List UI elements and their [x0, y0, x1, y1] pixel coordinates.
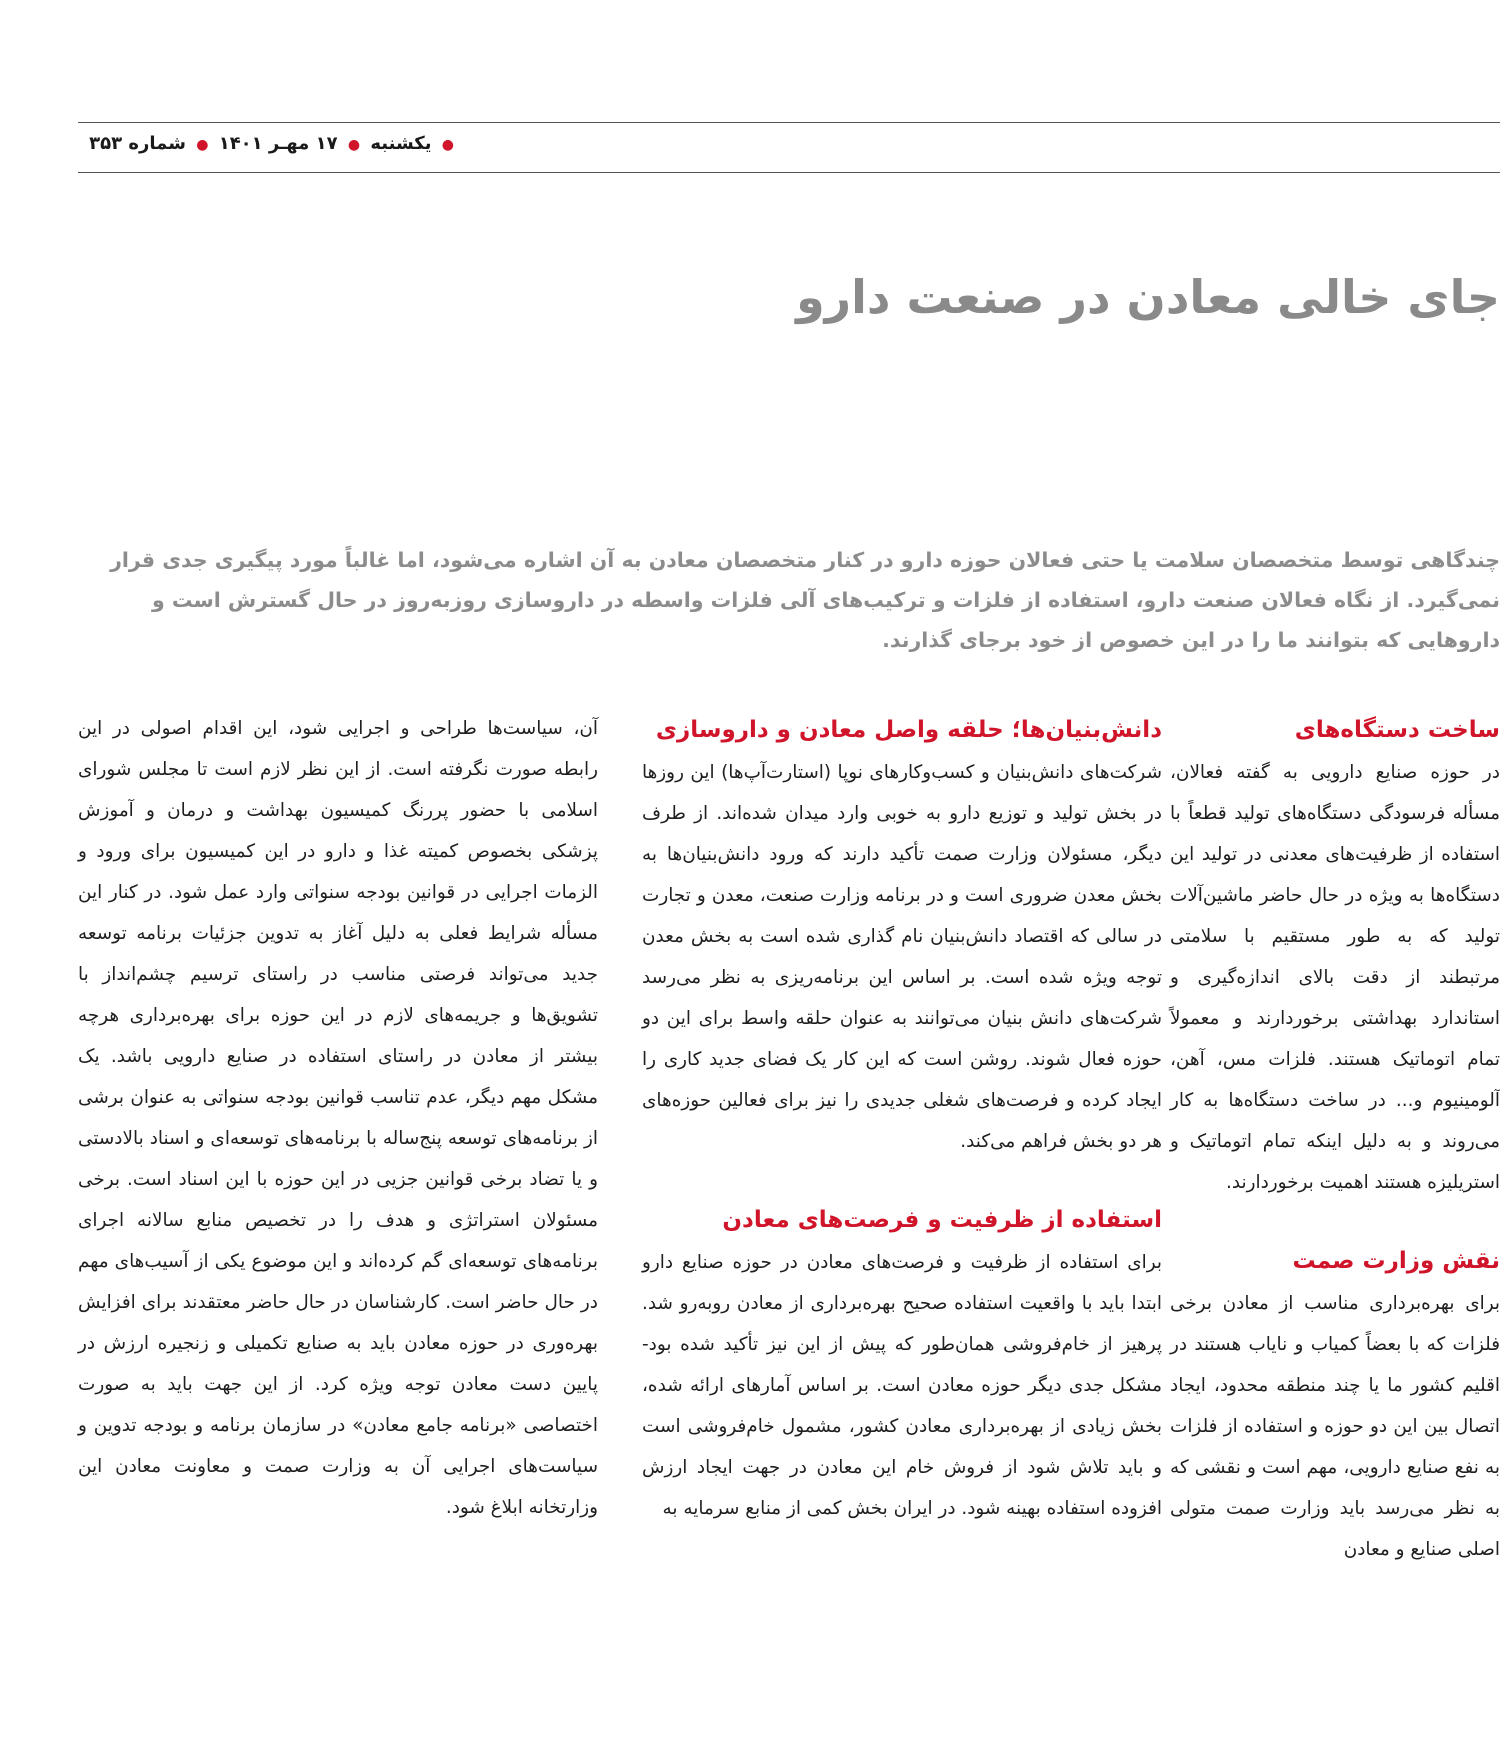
bullet-icon: ● [347, 137, 361, 153]
dateline-day: یکشنبه [370, 133, 432, 154]
middle-column-body-2: برای استفاده از ظرفیت و فرصت‌های معادن در حوزه صنایع دارو ابتدا باید با واقعیت استفاده صحیح بهره‌برداری از معادن روبه‌رو شد. پرهیز از خام‌فروشی همان‌طور که پیش از این نیز تأکید شده بود- مشکل جدی دیگر حوزه معادن است. بر اساس آمارهای ارائه شده، بخش زیادی از بهره‌برداری معادن کشور، مشمول خام‌فروشی است و باید تلاش شود از فروش خام این معادن در جهت ایجاد ارزش افزوده استفاده بهینه شود. در ایران بخش کمی از منابع سرمایه به [642, 1252, 1162, 1519]
page-title: جای خالی معادن در صنعت دارو [796, 270, 1500, 324]
right-column-heading-1: ساخت دستگاه‌های [1294, 717, 1500, 743]
right-column-body-2: برای بهره‌برداری مناسب از معادن برخی فلزات که با بعضاً کمیاب و نایاب هستند در اقلیم کشور ما یا چند منطقه محدود، ایجاد اتصال بین این دو حوزه و استفاده از فلزات به نفع صنایع دارویی، مهم است و نقشی که به نظر می‌رسد باید وزارت صمت متولی اصلی صنایع و معادن [1170, 1293, 1500, 1560]
bullet-icon: ● [196, 137, 209, 153]
right-column-body-1: در حوزه صنایع دارویی به گفته فعالان، مسأله فرسودگی دستگاه‌های تولید قطعاً با استفاده از ظرفیت‌های معدنی در تولید این دستگاه‌ها به ویژه در حال حاضر ماشین‌آلات تولید که به طور مستقیم با سلامتی مرتبطند از دقت بالای اندازه‌گیری و استاندارد بهداشتی برخوردارند و معمولاً تمام اتوماتیک هستند. فلزات مس، آهن، آلومینیوم و... در ساخت دستگاه‌ها به کار می‌روند و به دلیل اینکه تمام اتوماتیک و استریلیزه هستند اهمیت برخوردارند. [1170, 762, 1500, 1193]
middle-column-heading-2: استفاده از ظرفیت و فرصت‌های معادن [722, 1207, 1162, 1233]
left-column [78, 708, 598, 1744]
middle-column [642, 708, 1162, 1744]
lead-paragraph: چندگاهی توسط متخصصان سلامت یا حتی فعالان حوزه دارو در کنار متخصصان معادن به آن اشاره می‌شود، اما غالباً مورد پیگیری جدی قرار نمی‌گیرد. از نگاه فعالان صنعت دارو، استفاده از فلزات و ترکیب‌های آلی فلزات واسطه در داروسازی روزبه‌روز در حال گسترش است و داروهایی که بتوانند ما را در این خصوص از خود برجای گذارند. [110, 548, 1500, 652]
middle-column-heading-1: دانش‌بنیان‌ها؛ حلقه واصل معادن و داروسازی [655, 717, 1162, 743]
right-column-heading-2: نقش وزارت صمت [1292, 1248, 1500, 1274]
dateline-date: ۱۷ مهـر ۱۴۰۱ [218, 133, 338, 154]
header-bottom-rule [78, 172, 1500, 173]
dateline-issue: شماره ۳۵۳ [89, 133, 186, 154]
middle-column-body-1: شرکت‌های دانش‌بنیان و کسب‌وکارهای نوپا (استارت‌آپ‌ها) این روزها در بخش تولید و توزیع دارو به خوبی وارد میدان شده‌اند. از طرف دیگر، مسئولان وزارت صمت تأکید دارند که ورود دانش‌بنیان‌ها به بخش معدن ضروری است و در برنامه وزارت صنعت، معدن و تجارت در سالی که اقتصاد دانش‌بنیان نام گذاری شده است به بخش معدن توجه ویژه شده است. بر اساس این برنامه‌ریزی به نظر می‌رسد شرکت‌های دانش بنیان می‌توانند به عنوان حلقه واسط برای این دو حوزه فعال شوند. روشن است که این کار یک فضای جدید کاری را ایجاد کرده و فرصت‌های شغلی جدیدی را نیز برای فعالین حوزه‌های هر دو بخش فراهم می‌کند. [642, 762, 1162, 1152]
dateline [78, 133, 458, 161]
bullet-icon: ● [441, 137, 454, 153]
left-column-body: آن، سیاست‌ها طراحی و اجرایی شود، این اقدام اصولی در این رابطه صورت نگرفته است. از این نظر لازم است تا مجلس شورای اسلامی با حضور پررنگ کمیسیون بهداشت و درمان و آموزش پزشکی بخصوص کمیته غذا و دارو در این کمیسیون برای ورود و الزمات اجرایی در قوانین بودجه سنواتی وارد عمل شود. در کنار این مسأله شرایط فعلی به دلیل آغاز به تدوین جزئیات برنامه توسعه جدید می‌تواند فرصتی مناسب در راستای ترسیم چشم‌انداز با تشویق‌ها و جریمه‌های لازم در این حوزه برای بهره‌برداری هرچه بیشتر از معادن در راستای استفاده در صنایع دارویی باشد. یک مشکل مهم دیگر، عدم تناسب قوانین بودجه سنواتی به عنوان برشی از برنامه‌های توسعه پنج‌ساله با برنامه‌های توسعه‌ای و اسناد بالادستی و یا تضاد برخی قوانین جزیی در این حوزه با این اسناد است. برخی مسئولان استراتژی و هدف را در تخصیص منابع سالانه اجرای برنامه‌های توسعه‌ای گم کرده‌اند و این موضوع یکی از آسیب‌های مهم در حال حاضر است. کارشناسان در حال حاضر معتقدند برای افزایش بهره‌وری در حوزه معادن باید به صنایع تکمیلی و زنجیره ارزش در پایین دست معادن توجه ویژه کرد. از این جهت باید به صورت اختصاصی «برنامه جامع معادن» در سازمان برنامه و بودجه تدوین و سیاست‌های اجرایی آن به وزارت صمت و معاونت معادن این وزارتخانه ابلاغ شود. [78, 718, 598, 1518]
right-column [1170, 708, 1500, 1744]
header-top-rule [78, 122, 1500, 123]
